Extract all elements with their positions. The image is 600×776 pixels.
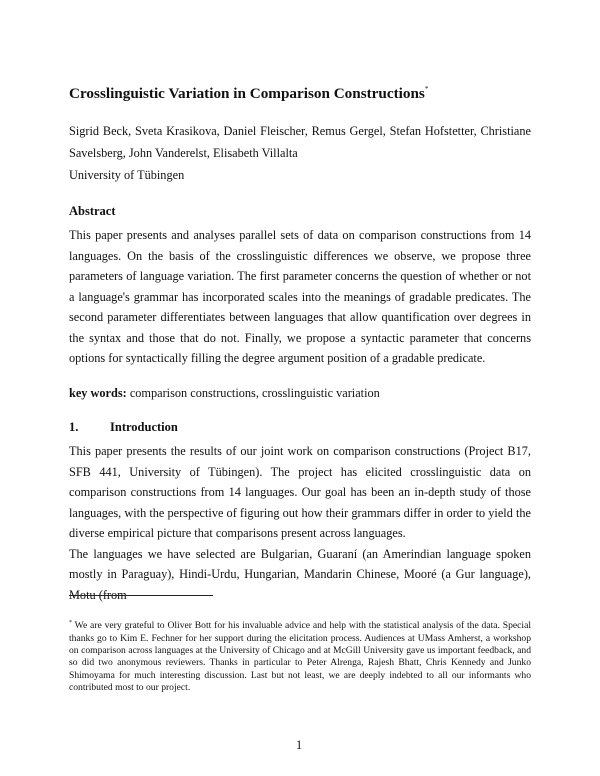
affiliation: University of Tübingen <box>69 168 185 182</box>
section-title: Introduction <box>110 420 178 434</box>
abstract-text: This paper presents and analyses parallel sets of data on comparison constructions from 14 languages. On the basis of the crosslinguistic differences we observe, we propose three parameters of language variation. The first parameter concerns the question of whether or not a language's grammar has incorporated scales into the meanings of gradable predicates. The second parameter differentiates between languages that allow quantification over degrees in the syntax and those that do not. Finally, we propose a syntactic parameter that concerns options for syntactically filling the degree argument position of a gradable predicate. <box>69 228 531 365</box>
keywords-label: key words: <box>69 386 127 400</box>
page-number: 1 <box>296 738 303 752</box>
paper-title-text: Crosslinguistic Variation in Comparison Constructions <box>69 85 425 103</box>
intro-paragraph-2: The languages we have selected are Bulgarian, Guaraní (an Amerindian language spoken mostly in Paraguay), Hindi-Urdu, Hungarian, Mandarin Chinese, Mooré (a Gur language), Motu (from <box>69 546 531 602</box>
introduction-body <box>69 441 531 605</box>
title-footnote-marker: * <box>424 85 429 93</box>
keywords-text: comparison constructions, crosslinguistic variation <box>129 386 380 400</box>
section-heading <box>69 418 178 436</box>
intro-paragraph-1: This paper presents the results of our joint work on comparison constructions (Project B17, SFB 441, University of Tübingen). The project has elicited crosslinguistic data on comparison constructions from 14 languages. Our goal has been an in-depth study of those languages, with the perspective of figuring out how their grammars differ in order to yield the diverse empirical picture that comparisons present across languages. <box>69 444 531 540</box>
author-list: Sigrid Beck, Sveta Krasikova, Daniel Fleischer, Remus Gergel, Stefan Hofstetter, Christiane Savelsberg, John Vanderelst, Elisabeth Villalta <box>69 124 531 160</box>
section-number: 1. <box>69 420 79 434</box>
paper-title <box>69 81 539 103</box>
keywords <box>69 384 380 402</box>
footnote <box>69 617 531 695</box>
footnote-separator <box>69 595 213 596</box>
footnote-marker: * <box>69 620 72 626</box>
footnote-text: We are very grateful to Oliver Bott for his invaluable advice and help with the statistical analysis of the data. Special thanks go to Kim E. Fechner for her support during the elicitation process. Audiences at UMass Amherst, a workshop on comparison across languages at the University of Chicago and at McGill University gave us important feedback, and so did two anonymous reviewers. Thanks in particular to Peter Alrenga, Rajesh Bhatt, Chris Kennedy and Junko Shimoyama for much interesting discussion. Last but not least, we are deeply indebted to all our informants who contributed most to our project. <box>69 620 531 694</box>
abstract-heading: Abstract <box>69 204 116 218</box>
